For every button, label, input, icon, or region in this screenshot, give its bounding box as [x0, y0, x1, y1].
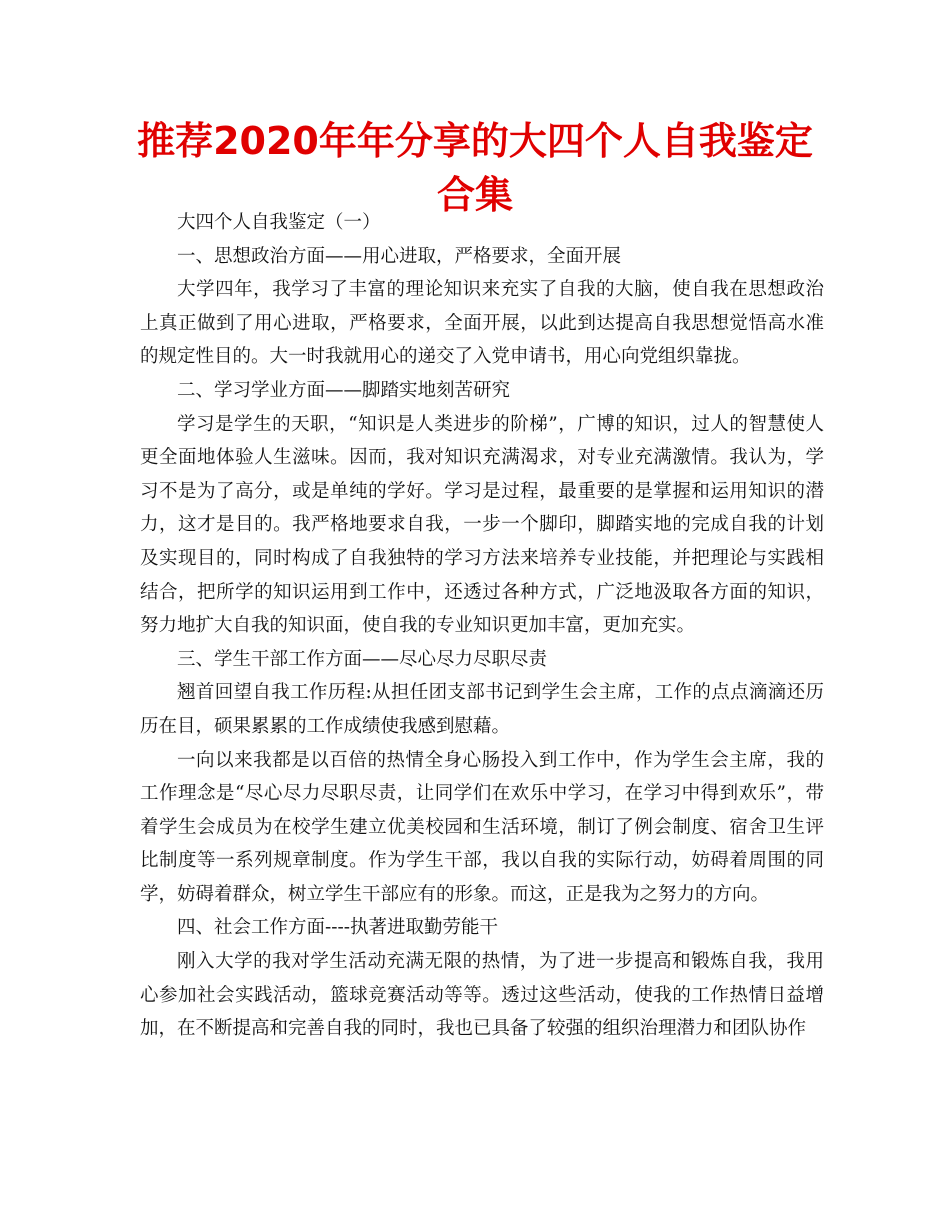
subsection-heading: 四、社会工作方面----执著进取勤劳能干	[177, 917, 499, 939]
body-paragraph: 大学四年，我学习了丰富的理论知识来充实了自我的大脑，使自我在思想政治上真正做到了用心进取，严格要求，全面开展，以此到达提高自我思想觉悟高水准的规定性目的。大一时我就用心的递交了入党申请书，用心向党组织靠拢。	[140, 279, 824, 368]
subsection-heading: 二、学习学业方面——脚踏实地刻苦研究	[177, 379, 511, 401]
section-heading: 大四个人自我鉴定（一）	[177, 212, 381, 233]
document-title: 推荐2020年年分享的大四个人自我鉴定合集	[137, 119, 813, 217]
subsection-heading: 三、学生干部工作方面——尽心尽力尽职尽责	[177, 648, 548, 670]
body-paragraph: 学习是学生的天职，“知识是人类进步的阶梯”，广博的知识，过人的智慧使人更全面地体验人生滋味。因而，我对知识充满渴求，对专业充满激情。我认为，学习不是为了高分，或是单纯的学好。学习是过程，最重要的是掌握和运用知识的潜力，这才是目的。我严格地要求自我，一步一个脚印，脚踏实地的完成自我的计划及实现目的，同时构成了自我独特的学习方法来培养专业技能，并把理论与实践相结合，把所学的知识运用到工作中，还透过各种方式，广泛地汲取各方面的知识，努力地扩大自我的知识面，使自我的专业知识更加丰富，更加充实。	[140, 413, 824, 637]
body-paragraph: 翘首回望自我工作历程:从担任团支部书记到学生会主席，工作的点点滴滴还历历在目，硕果累累的工作成绩使我感到慰藉。	[140, 682, 824, 737]
document-body	[140, 206, 824, 1046]
subsection-heading: 一、思想政治方面——用心进取，严格要求，全面开展	[177, 245, 622, 267]
body-paragraph: 刚入大学的我对学生活动充满无限的热情，为了进一步提高和锻炼自我，我用心参加社会实践活动，篮球竞赛活动等等。透过这些活动，使我的工作热情日益增加，在不断提高和完善自我的同时，我也已具备了较强的组织治理潜力和团队协作	[140, 951, 824, 1040]
body-paragraph: 一向以来我都是以百倍的热情全身心肠投入到工作中，作为学生会主席，我的工作理念是“尽心尽力尽职尽责，让同学们在欢乐中学习，在学习中得到欢乐”，带着学生会成员为在校学生建立优美校园和生活环境，制订了例会制度、宿舍卫生评比制度等一系列规章制度。作为学生干部，我以自我的实际行动，妨碍着周围的同学，妨碍着群众，树立学生干部应有的形象。而这，正是我为之努力的方向。	[140, 749, 824, 905]
